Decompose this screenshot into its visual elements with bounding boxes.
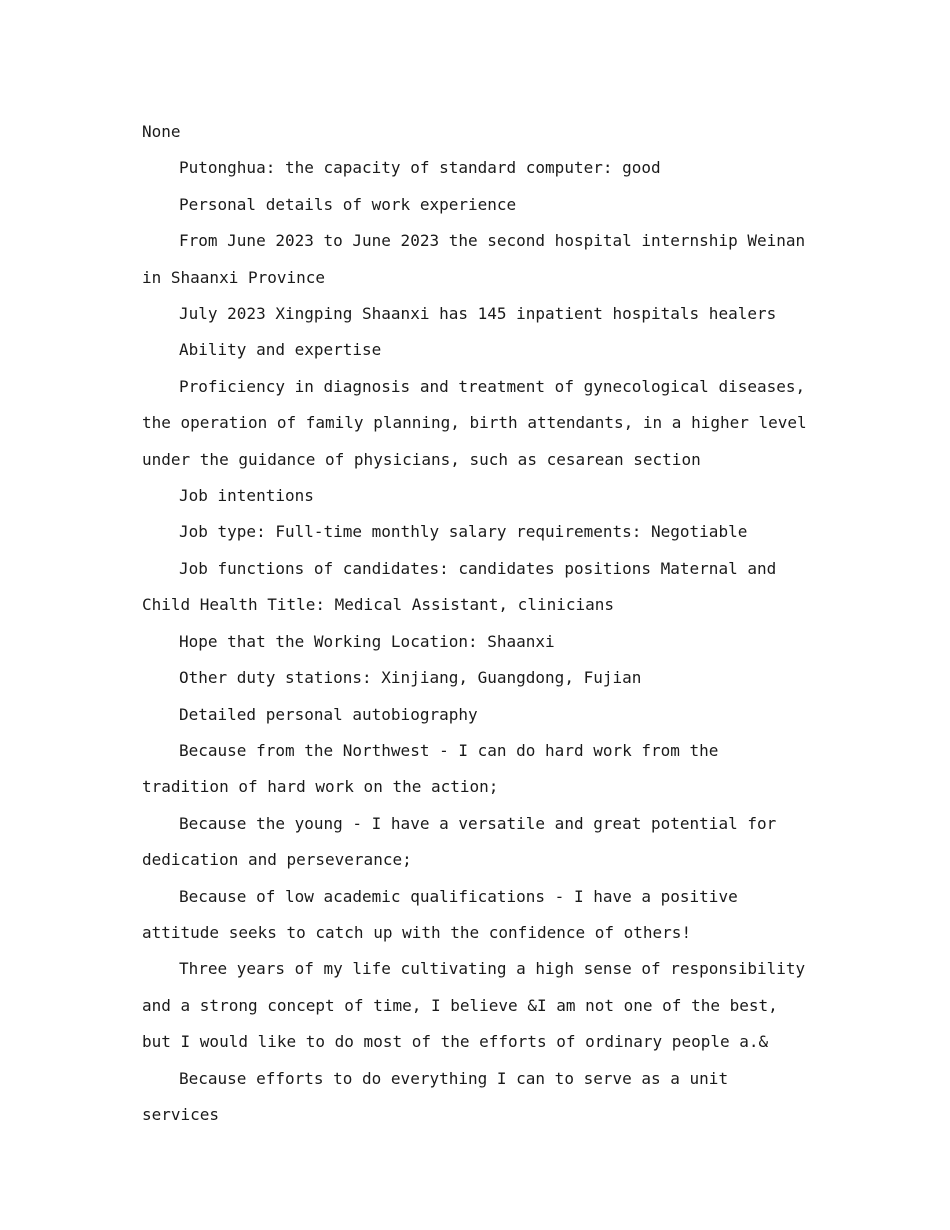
paragraph-none: None — [142, 122, 181, 141]
paragraph-working-location: Hope that the Working Location: Shaanxi — [179, 631, 555, 651]
paragraph-duty-stations: Other duty stations: Xinjiang, Guangdong, Fujian — [179, 668, 642, 688]
paragraph-young: Because the young - I have a versatile and great potential for dedication and perseverance; — [142, 813, 777, 870]
heading-job-intentions: Job intentions — [179, 486, 314, 506]
paragraph-internship: From June 2023 to June 2023 the second hospital internship Weinan in Shaanxi Province — [142, 231, 806, 287]
paragraph-job-functions: Job functions of candidates: candidates positions Maternal and Child Health Title: Medical Assistant, clinicians — [142, 558, 777, 615]
paragraph-three-years: Three years of my life cultivating a high sense of responsibility and a strong concept of time, I believe &I am not one of the best, but I would like to do most of the efforts of ordinary people a.& — [142, 959, 806, 1052]
paragraph-northwest: Because from the Northwest - I can do hard work from the tradition of hard work on the action; — [142, 740, 719, 797]
paragraph-efforts: Because efforts to do everything I can to serve as a unit services — [142, 1068, 729, 1124]
heading-ability: Ability and expertise — [179, 340, 382, 360]
document-body — [142, 114, 812, 1133]
paragraph-xingping: July 2023 Xingping Shaanxi has 145 inpatient hospitals healers — [179, 304, 777, 324]
paragraph-proficiency: Proficiency in diagnosis and treatment of gynecological diseases, the operation of family planning, birth attendants, in a higher level under the guidance of physicians, such as cesarean section — [142, 376, 807, 469]
paragraph-qualifications: Because of low academic qualifications - I have a positive attitude seeks to catch up with the confidence of others! — [142, 886, 738, 942]
heading-work-experience: Personal details of work experience — [179, 194, 517, 214]
paragraph-putonghua: Putonghua: the capacity of standard computer: good — [179, 158, 661, 178]
paragraph-job-type: Job type: Full-time monthly salary requirements: Negotiable — [179, 522, 748, 542]
heading-autobiography: Detailed personal autobiography — [179, 704, 478, 724]
